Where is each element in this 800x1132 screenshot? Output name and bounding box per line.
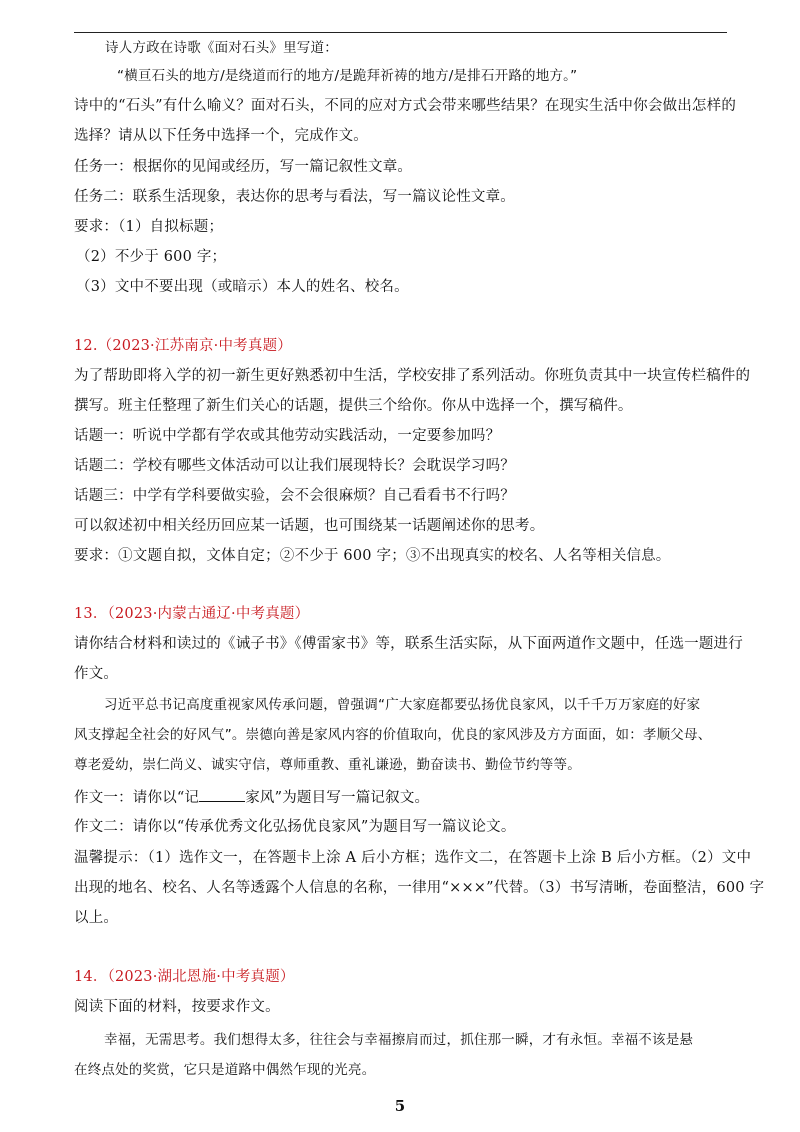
q14-line1: 阅读下面的材料，按要求作文。	[74, 999, 280, 1015]
q13-heading: 13．（2023·内蒙古通辽·中考真题）	[74, 606, 310, 622]
q12-topic2: 话题二：学校有哪些文体活动可以让我们展现特长？会耽误学习吗？	[74, 458, 515, 474]
q14-heading: 14．（2023·湖北恩施·中考真题）	[74, 969, 295, 985]
q11-task2: 任务二：联系生活现象，表达你的思考与看法，写一篇议论性文章。	[74, 189, 515, 205]
q12-line1: 为了帮助即将入学的初一新生更好熟悉初中生活，学校安排了系列活动。你班负责其中一块宣传栏稿件的	[74, 368, 751, 384]
q11-req3: （3）文中不要出现（或暗示）本人的姓名、校名。	[76, 279, 409, 295]
q12-line2: 撰写。班主任整理了新生们关心的话题，提供三个给你。你从中选择一个，撰写稿件。	[74, 398, 633, 414]
q11-poem: “横亘石头的地方/是绕道而行的地方/是跪拜祈祷的地方/是排石开路的地方。”	[117, 68, 578, 84]
q12-line3: 可以叙述初中相关经历回应某一话题，也可围绕某一话题阐述你的思考。	[74, 518, 545, 534]
q11-question-line1: 诗中的“石头”有什么喻义？面对石头，不同的应对方式会带来哪些结果？在现实生活中你会做出怎样的	[74, 98, 737, 114]
q13-tip-line2: 出现的地名、校名、人名等透露个人信息的名称，一律用“×××”代替。（3）书写清晰，卷面整洁，600 字	[74, 880, 765, 896]
q13-essay1	[74, 787, 429, 808]
q13-tip-line3: 以上。	[74, 910, 119, 926]
q12-req: 要求：①文题自拟，文体自定；②不少于 600 字；③不出现真实的校名、人名等相关信息。	[74, 548, 671, 564]
q13-material-line1: 习近平总书记高度重视家风传承问题，曾强调“广大家庭都要弘扬优良家风，以千千万万家庭的好家	[104, 697, 701, 713]
q13-essay1-suffix: 家风”为题目写一篇记叙文。	[245, 790, 430, 806]
q13-essay1-prefix: 作文一：请你以“记	[74, 790, 200, 806]
q14-material-line2: 在终点处的奖赏，它只是道路中偶然乍现的光亮。	[74, 1062, 376, 1078]
q13-line1: 请你结合材料和读过的《诫子书》《傅雷家书》等，联系生活实际，从下面两道作文题中，任选一题进行	[74, 636, 743, 652]
q11-req1: 要求：（1）自拟标题；	[74, 219, 224, 235]
q14-material-line1: 幸福，无需思考。我们想得太多，往往会与幸福擦肩而过，抓住那一瞬，才有永恒。幸福不该是悬	[104, 1032, 694, 1048]
q13-material-line3: 尊老爱幼，崇仁尚义、诚实守信，尊师重教、重礼谦逊，勤奋读书、勤俭节约等等。	[74, 757, 581, 773]
q12-topic1: 话题一：听说中学都有学农或其他劳动实践活动，一定要参加吗？	[74, 428, 501, 444]
q12-heading: 12.（2023·江苏南京·中考真题）	[74, 338, 292, 354]
q13-essay1-blank	[199, 787, 245, 802]
q11-task1: 任务一：根据你的见闻或经历，写一篇记叙性文章。	[74, 159, 413, 175]
q13-tip-line1: 温馨提示：（1）选作文一，在答题卡上涂 A 后小方框；选作文二，在答题卡上涂 B 后小方框。（2）文中	[74, 850, 752, 866]
q11-intro: 诗人方政在诗歌《面对石头》里写道：	[105, 40, 338, 56]
page-number: 5	[394, 1097, 406, 1115]
header-rule	[74, 32, 727, 33]
q11-question-line2: 选择？请从以下任务中选择一个，完成作文。	[74, 128, 368, 144]
q13-material-line2: 风支撑起全社会的好风气”。崇德向善是家风内容的价值取向，优良的家风涉及方方面面，如：孝顺父母、	[74, 727, 712, 743]
q13-essay2: 作文二：请你以“传承优秀文化弘扬优良家风”为题目写一篇议论文。	[74, 819, 516, 835]
q11-req2: （2）不少于 600 字；	[76, 249, 227, 265]
q13-line2: 作文。	[74, 666, 119, 682]
q12-topic3: 话题三：中学有学科要做实验，会不会很麻烦？自己看看书不行吗？	[74, 488, 515, 504]
